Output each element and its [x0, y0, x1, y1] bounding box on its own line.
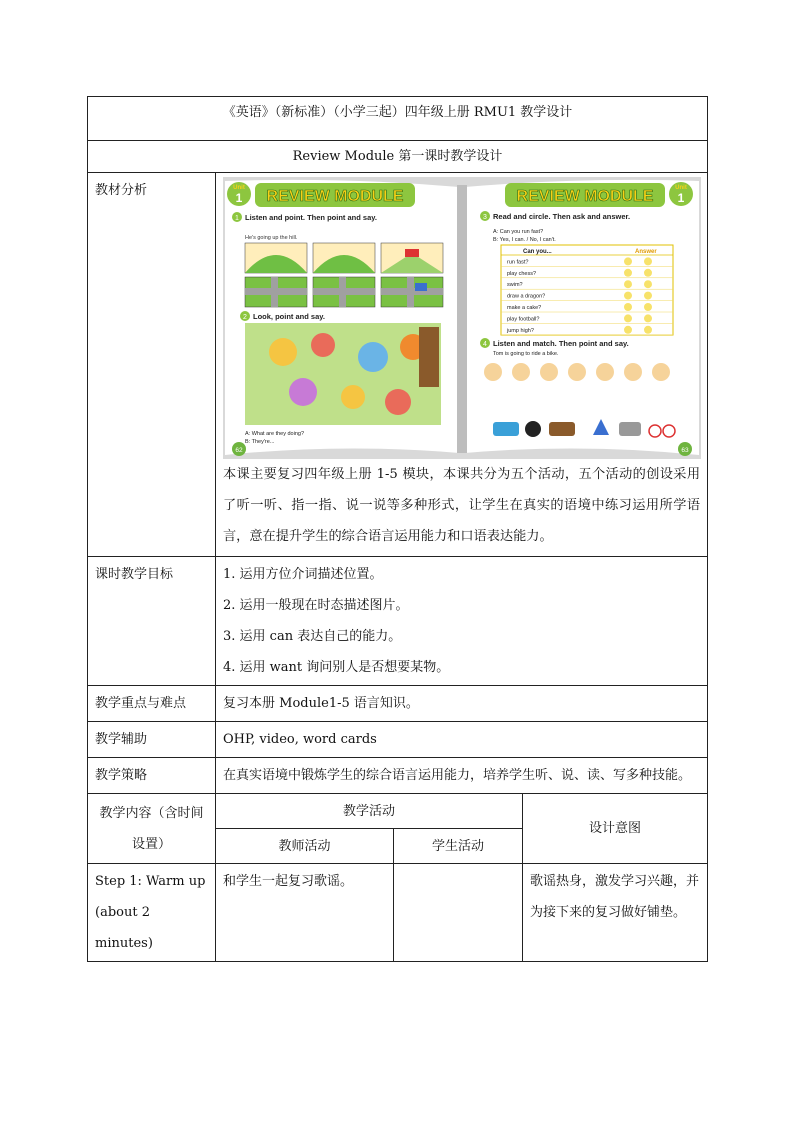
materials-analysis-text: 本课主要复习四年级上册 1-5 模块，本课共分为五个活动，五个活动的创设采用了听一听、指一指、说一说等多种形式，让学生在真实的语境中练习运用所学语言，意在提升学生的综合语言运用能力和口语表达能力。 [223, 467, 701, 544]
answer-face-icon [644, 269, 652, 277]
unit-label-left: Unit [233, 185, 245, 191]
lesson-plan-table [87, 96, 708, 962]
objective-item: 4. 运用 want 询问别人是否想要某物。 [223, 660, 450, 675]
step1-student-activity [394, 864, 523, 962]
aids-text: OHP, video, word cards [216, 722, 708, 758]
objectives-label: 课时教学目标 [88, 557, 216, 686]
answer-face-icon [624, 269, 632, 277]
answer-face-icon [644, 303, 652, 311]
strategy-label: 教学策略 [88, 758, 216, 794]
answer-face-icon [644, 314, 652, 322]
exercise-3-answer: B: Yes, I can. / No, I can't. [493, 237, 556, 243]
content-header-label: 教学内容（含时间设置） [88, 794, 216, 864]
strategy-text: 在真实语境中锻炼学生的综合语言运用能力，培养学生听、说、读、写多种技能。 [216, 758, 708, 794]
answer-face-icon [644, 280, 652, 288]
objective-item: 1. 运用方位介词描述位置。 [223, 567, 383, 582]
exercise-4-caption: Tom is going to ride a bike. [493, 351, 559, 357]
ability-table-head-right: Answer [635, 249, 657, 255]
document-title: 《英语》（新标准）（小学三起）四年级上册 RMU1 教学设计 [88, 97, 708, 141]
exercise-2-question: A: What are they doing? [245, 431, 305, 437]
objective-item: 3. 运用 can 表达自己的能力。 [223, 629, 402, 644]
activities-header: 教学活动 [216, 794, 523, 829]
answer-face-icon [624, 257, 632, 265]
unit-number-right: 1 [677, 191, 685, 205]
step1-intent: 歌谣热身，激发学习兴趣，并为接下来的复习做好铺垫。 [523, 864, 708, 962]
exercise-number-4-text: 4 [483, 341, 487, 348]
answer-face-icon [644, 257, 652, 265]
answer-face-icon [624, 292, 632, 300]
key-points-text: 复习本册 Module1-5 语言知识。 [216, 686, 708, 722]
exercise-4-instruction: Listen and match. Then point and say. [493, 339, 629, 348]
ability-table-head-left: Can you... [523, 249, 552, 255]
exercise-number-1-text: 1 [235, 215, 239, 222]
intent-header: 设计意图 [523, 794, 708, 864]
unit-number-left: 1 [235, 191, 243, 205]
page-number-right: 63 [681, 447, 689, 454]
exercise-1-instruction: Listen and point. Then point and say. [245, 213, 377, 222]
exercise-2-answer: B: They're... [245, 439, 275, 445]
ability-table-item: draw a dragon? [507, 293, 546, 300]
key-points-label: 教学重点与难点 [88, 686, 216, 722]
materials-label: 教材分析 [88, 173, 216, 557]
ability-table-item: make a cake? [507, 305, 542, 311]
exercise-2-instruction: Look, point and say. [253, 312, 325, 321]
textbook-image [223, 177, 701, 459]
student-activity-header: 学生活动 [394, 829, 523, 864]
exercise-3-question: A: Can you run fast? [493, 229, 544, 235]
ability-table-item: play chess? [507, 270, 537, 277]
answer-face-icon [624, 303, 632, 311]
answer-face-icon [644, 326, 652, 334]
answer-face-icon [624, 314, 632, 322]
aids-label: 教学辅助 [88, 722, 216, 758]
exercise-number-3-text: 3 [483, 214, 487, 221]
answer-face-icon [624, 280, 632, 288]
answer-face-icon [624, 326, 632, 334]
review-module-banner-right: REVIEW MODULE [516, 188, 654, 205]
objectives-cell [216, 557, 708, 686]
ability-table-item: swim? [507, 282, 523, 289]
lesson-title: Review Module 第一课时教学设计 [88, 141, 708, 173]
ability-table-item: play football? [507, 316, 540, 323]
step1-teacher-activity: 和学生一起复习歌谣。 [216, 864, 394, 962]
page-number-left: 62 [235, 447, 243, 454]
unit-label-right: Unit [675, 185, 687, 191]
materials-cell [216, 173, 708, 557]
step1-label: Step 1: Warm up (about 2 minutes) [88, 864, 216, 962]
review-module-banner-left: REVIEW MODULE [266, 188, 404, 205]
ability-table-item: run fast? [507, 259, 529, 266]
ability-table-item: jump high? [507, 327, 534, 334]
teacher-activity-header: 教师活动 [216, 829, 394, 864]
answer-face-icon [644, 292, 652, 300]
exercise-1-caption: He's going up the hill. [245, 235, 298, 241]
objective-item: 2. 运用一般现在时态描述图片。 [223, 598, 409, 613]
exercise-3-instruction: Read and circle. Then ask and answer. [493, 212, 631, 221]
exercise-number-2-text: 2 [243, 314, 247, 321]
